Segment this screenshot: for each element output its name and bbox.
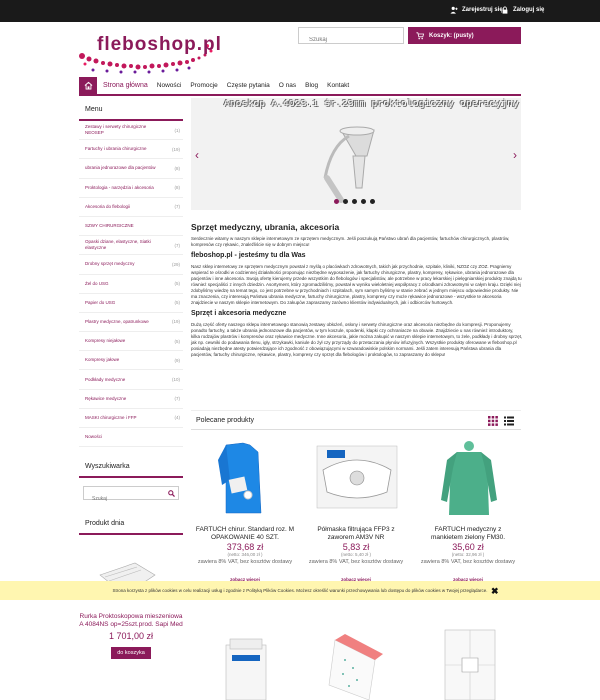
category-count: (7): [174, 204, 180, 210]
category-count: (5): [174, 300, 180, 306]
hero-slider[interactable]: [191, 98, 521, 210]
nav-promotions[interactable]: Promocje: [190, 82, 218, 89]
search-icon[interactable]: [168, 490, 175, 497]
product-vat-info: zawiera 8% VAT, bez kosztów dostawy: [197, 559, 293, 565]
about-paragraph: Nasz sklep internetowy ze sprzętem medycznym powstał z myślą o placówkach zdrowotnych, takich jak przychodnie, szpitale, kliniki, NZOZ czy ZOZ. Pragniemy wspierać te ośrodki w codziennej działalności proponując niezbędne wyposażenie, jak fartuchy chirurgiczne, plastry, kompresy, rękawice, ubrania jednorazowe dla pacjentów i inne akcesoria. Swoją ofertę kierujemy przede wszystkim do flebologów i specjalistów, ale potrzebne w pracy lekarskiej i pielęgniarskiej produkty znajdą tu również specjaliści z innych dziedzin. Asortyment, który zgromadziliśmy, powstał w wyniku wieloletniej współpracy z ośrodkami zdrowotnymi w całym kraju. Dzięki niej zdobyliśmy wiedzę na temat tego, co jest potrzebne w przychodniach i szpitalach, sym samym byliśmy w stanie zebrać w jednym miejscu odpowiednie produkty. Nie ma znaczenia, czy interesują Państwa ubrania medyczne, fartuchy chirurgiczne, plastry, kompresy czy może rękawice jednorazowe - wszystkie te akcesoria znajdziecie w naszym sklepie internetowym. Do zakupów zapraszamy zarówno klientów indywidualnych, jak i odbiorców hurtowych.: [191, 264, 522, 305]
category-label: Rękawice medyczne: [85, 395, 127, 401]
product-image-box: [221, 625, 271, 700]
product-card[interactable]: [418, 440, 518, 582]
logo-text: fleboshop.pl: [97, 34, 222, 55]
category-count: (7): [174, 396, 180, 402]
category-label: Plastry medyczne, opatrunkowe: [85, 318, 149, 324]
category-count: (5): [174, 281, 180, 287]
product-net-price: (netto: 5,40 zł ): [340, 552, 371, 557]
category-item[interactable]: [79, 294, 183, 313]
category-item[interactable]: [79, 217, 183, 236]
see-more-link[interactable]: zobacz więcej: [230, 576, 260, 582]
slider-dot[interactable]: [343, 199, 348, 204]
nav-faq[interactable]: Częste pytania: [226, 82, 270, 89]
cookie-close-button[interactable]: ✖: [491, 586, 499, 596]
category-count: (8): [174, 185, 180, 191]
section-title: fleboshop.pl - jesteśmy tu dla Was: [191, 252, 306, 259]
register-label: Zarejestruj się: [462, 7, 503, 13]
header-search-input[interactable]: [299, 33, 403, 48]
section-title: Sprzęt i akcesoria medyczne: [191, 310, 287, 317]
category-count: (7): [174, 242, 180, 248]
category-label: Żel do USG: [85, 280, 109, 286]
category-count: (1): [174, 127, 180, 133]
category-item[interactable]: [79, 121, 183, 140]
category-label: Zestawy i serwety chirurgiczne NEOSEP: [85, 124, 147, 136]
add-to-cart-button[interactable]: do koszyka: [111, 647, 151, 659]
category-item[interactable]: [79, 428, 183, 447]
day-product-name[interactable]: Rurka Proktoskopowa mieszeniowa A 4084NS op=25szt.prod. Sapi Med: [79, 613, 183, 628]
category-label: Podkłady medyczne: [85, 376, 126, 382]
site-logo[interactable]: [79, 30, 222, 75]
day-product-title: Produkt dnia: [79, 514, 183, 535]
recommended-header: [191, 410, 521, 430]
category-label: Fartuchy i ubrania chirurgiczne: [85, 146, 147, 152]
category-item[interactable]: [79, 390, 183, 409]
nav-new[interactable]: Nowości: [156, 82, 182, 89]
category-menu: [79, 121, 183, 447]
product-name[interactable]: FARTUCH medyczny z mankietem zielony FM30.: [430, 526, 506, 541]
category-item[interactable]: [79, 159, 183, 178]
category-count: (19): [171, 319, 180, 325]
category-label: Akcesoria do flebologii: [85, 203, 131, 209]
product-name[interactable]: Półmaska filtrująca FFP3 z zaworem AM3V NR: [317, 526, 395, 541]
menu-title: Menu: [79, 100, 183, 121]
cookie-text: Strona korzysta z plików cookies w celu realizacji usług i zgodnie z Polityką Plików Cookies. Możesz określić warunki przechowywania lub dostępu do plików cookies w Twojej przeglądarce.: [112, 588, 488, 593]
main-nav: [79, 77, 521, 96]
cart-icon: [416, 32, 424, 40]
login-label: Zaloguj się: [513, 7, 545, 13]
day-product-price: 1 701,00 zł: [108, 631, 154, 641]
list-view-icon[interactable]: [504, 416, 514, 426]
category-item[interactable]: [79, 313, 183, 332]
product-net-price: (netto: 346,00 zł ): [227, 552, 263, 557]
category-item[interactable]: [79, 198, 183, 217]
category-label: Nowości: [85, 434, 103, 440]
category-item[interactable]: [79, 409, 183, 428]
sidebar-search-input[interactable]: [84, 493, 164, 505]
sidebar-search[interactable]: [83, 486, 179, 500]
product-price: 5,83 zł: [342, 542, 370, 552]
product-price: 373,68 zł: [226, 542, 264, 552]
see-more-link[interactable]: zobacz więcej: [453, 576, 483, 582]
lock-icon: [501, 6, 509, 14]
slider-next-button[interactable]: ›: [513, 148, 517, 162]
nav-contact[interactable]: Kontakt: [327, 82, 350, 89]
category-count: (19): [171, 146, 180, 152]
home-icon: [84, 81, 93, 90]
category-item[interactable]: [79, 275, 183, 294]
search-box-title: Wyszukiwarka: [79, 457, 183, 478]
category-item[interactable]: [79, 332, 183, 351]
category-label: ubrania jednorazowe dla pacjentów: [85, 165, 156, 171]
category-label: Kompresy niejałowe: [85, 338, 126, 344]
category-label: Opaski dziane, elastyczne, Siatki elastyczne: [85, 239, 151, 251]
recommended-title: Polecane produkty: [196, 417, 254, 424]
product-image-gown: [198, 440, 293, 515]
category-item[interactable]: [79, 255, 183, 274]
category-count: (10): [171, 377, 180, 383]
product-image-mask: [309, 440, 404, 515]
slide-title: Anoskop A.4023.1 śr.23mm proktologiczny operacyjny: [224, 98, 520, 109]
slider-dot[interactable]: [370, 199, 375, 204]
login-link[interactable]: [501, 6, 544, 14]
category-count: (4): [174, 415, 180, 421]
sidebar: [79, 100, 183, 535]
category-label: Kompresy jałowe: [85, 357, 120, 363]
category-item[interactable]: [79, 140, 183, 159]
product-image-green-gown: [421, 440, 516, 515]
category-label: MASKI chirurgiczne i FFP: [85, 414, 137, 420]
category-count: (8): [174, 165, 180, 171]
nav-about[interactable]: O nas: [278, 82, 297, 89]
product-name[interactable]: FARTUCH chirur. Standard roz. M OPAKOWANIE 40 SZT.: [195, 526, 295, 541]
day-product: [79, 605, 183, 659]
category-count: (29): [171, 261, 180, 267]
cart-button[interactable]: [408, 27, 521, 44]
offer-paragraph: Dużą część oferty naszego sklepu internetowego stanowią zestawy obłożeń, osłony i serwety chirurgiczne oraz akcesoria niezbędne do kompresji. Proponujemy ponadto fartuchy, a także ubrania jednorazowe dla pacjentów, w tym koszule, spodenki, klapki czy ochraniacze na obuwie. Znajdziecie u nas również introduktory, kilka rodzajów plastrów i kompresów oraz rękawice medyczne. Inne akcesoria, jakie można zakupić w naszym sklepie internetowym, to żele, podkłady i drobny sprzęt, jak np. cewniki do podawania tlenu, igły, strzykawki, kaniule do żył czy przyrządy do przetaczania płynów infuzyjnych. Wszystkie produkty oferowane w fleboshop.pl posiadają niezbędne atesty potwierdzające ich zgodność z obowiązującymi w szwaradowiskie polskim normami. Jeśli zatem interesują Państwa ubrania dla pacjentów, fartuchy chirurgiczne, rękawice, plastry, kompresy czy sprzęt dla flebologów i proktologów, to zapraszamy do sklepu!: [191, 322, 523, 357]
category-label: Proktologia - narzędzia i akcesoria: [85, 184, 154, 190]
see-more-link[interactable]: zobacz więcej: [341, 576, 371, 582]
slider-dot[interactable]: [352, 199, 357, 204]
slider-dot[interactable]: [334, 199, 339, 204]
category-item[interactable]: [79, 236, 183, 255]
top-bar: [0, 0, 600, 22]
product-card[interactable]: [306, 440, 406, 582]
product-image-drape: [440, 628, 500, 700]
main-content: [191, 224, 523, 361]
slider-dots: [334, 199, 375, 204]
category-item[interactable]: [79, 370, 183, 389]
category-label: SZWY CHIRURGICZNE: [85, 223, 134, 229]
page-title: Sprzęt medyczny, ubrania, akcesoria: [191, 222, 340, 232]
category-count: (5): [174, 338, 180, 344]
category-item[interactable]: [79, 351, 183, 370]
cookie-banner: [0, 581, 600, 600]
category-count: (9): [174, 357, 180, 363]
category-item[interactable]: [79, 179, 183, 198]
product-vat-info: zawiera 8% VAT, bez kosztów dostawy: [308, 559, 404, 565]
product-vat-info: zawiera 8% VAT, bez kosztów dostawy: [420, 559, 516, 565]
cart-label: Koszyk: (pusty): [429, 32, 474, 39]
slider-prev-button[interactable]: ‹: [195, 148, 199, 162]
home-button[interactable]: [79, 77, 97, 94]
product-net-price: (netto: 32,96 zł ): [451, 552, 485, 557]
product-card[interactable]: [195, 440, 295, 582]
user-plus-icon: [450, 6, 458, 14]
product-price: 35,60 zł: [452, 542, 484, 552]
header-search[interactable]: [298, 27, 404, 44]
grid-view-icon[interactable]: [488, 416, 498, 426]
anoscope-image: [191, 98, 521, 210]
slider-dot[interactable]: [361, 199, 366, 204]
register-link[interactable]: [450, 6, 503, 14]
nav-home[interactable]: Strona główna: [103, 82, 148, 89]
product-image-roll: [325, 630, 385, 700]
category-label: Drobny sprzęt medyczny: [85, 261, 135, 267]
intro-paragraph: Serdecznie witamy w naszym sklepie internetowym ze sprzętem medycznym. Jeśli poszukują Państwo ubrań dla pacjentów, fartuchów chirurgicznych, plastrów, kompresów czy rękawic, znaleźliście się w dobrym miejscu!: [191, 236, 510, 247]
nav-blog[interactable]: Blog: [305, 82, 319, 89]
category-label: Papier do USG: [85, 299, 116, 305]
